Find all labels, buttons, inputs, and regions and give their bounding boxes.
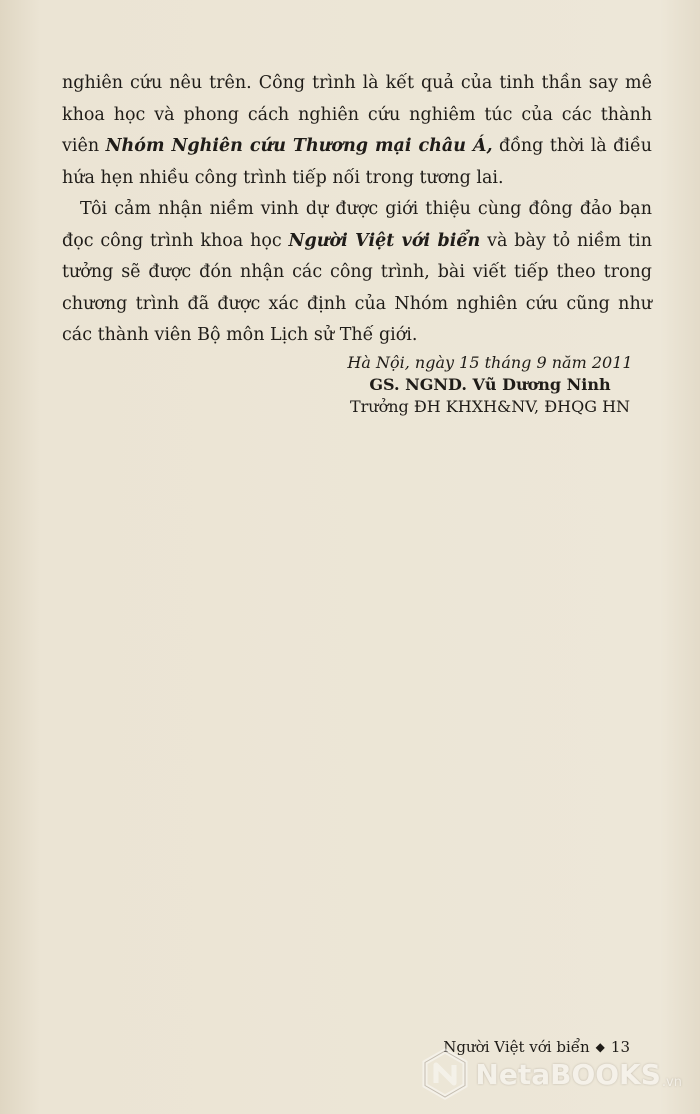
page-number: 13 [610,1038,630,1056]
book-title-emphasis: Người Việt với biển [288,230,481,251]
paragraph-1-text-a: nghiên cứu nêu trên. Công trình là kết quả của tinh thần say mê khoa học và phong cách nghiên cứu nghiêm túc của các thành viên [62,73,652,156]
signature-name: GS. NGND. Vũ Dương Ninh [369,375,611,394]
netabooks-logo-icon [419,1048,471,1100]
running-title: Người Việt với biển [443,1038,590,1056]
watermark [419,1048,682,1100]
paragraph-2 [62,194,652,352]
paragraph-1-text-b: đồng thời là điều hứa hẹn nhiều công trình tiếp nối trong tương lai. [62,136,652,188]
paragraph-2-text-b: và bày tỏ niềm tin tưởng sẽ được đón nhận các công trình, bài viết tiếp theo trong chương trình đã được xác định của Nhóm nghiên cứu cũng như các thành viên Bộ môn Lịch sử Thế giới. [62,230,653,345]
signature-title: Trưởng ĐH KHXH&NV, ĐHQG HN [349,397,631,416]
paragraph-2-text-a: Tôi cảm nhận niềm vinh dự được giới thiệu cùng đông đảo bạn đọc công trình khoa học [62,199,652,251]
paragraph-1 [62,68,652,194]
watermark-suffix: .vn [661,1075,682,1090]
signature-block [310,352,670,418]
group-name-emphasis: Nhóm Nghiên cứu Thương mại châu Á, [105,136,493,156]
signature-date: Hà Nội, ngày 15 tháng 9 năm 2011 [347,353,633,372]
watermark-text: NetaBOOKS [475,1057,661,1091]
bullet-icon: ◆ [595,1040,605,1054]
main-text [62,68,652,352]
